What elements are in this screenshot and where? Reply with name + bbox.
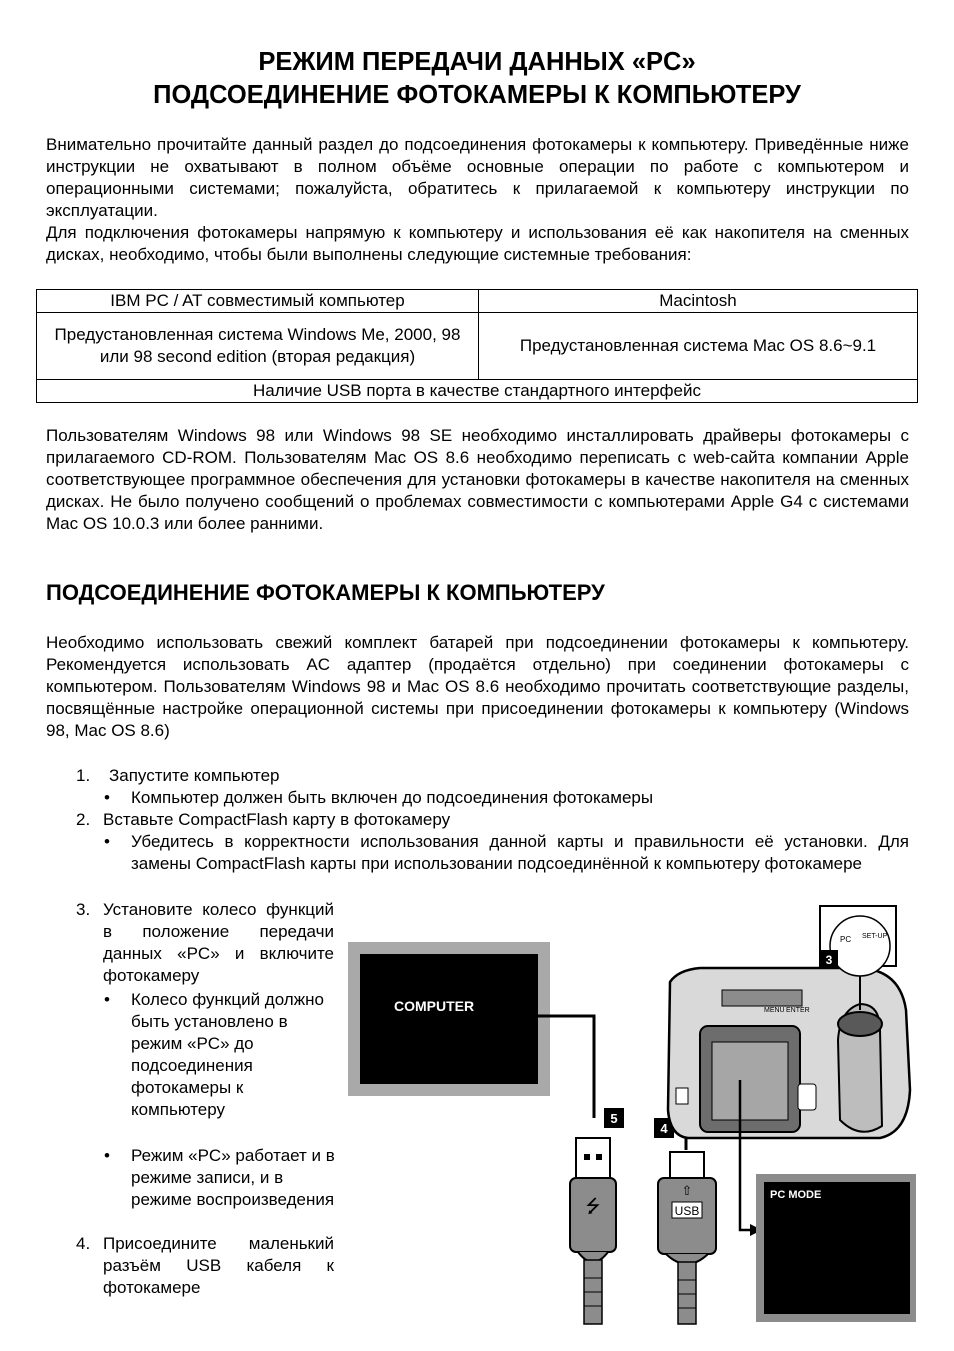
step-3-text: Установите колесо функций в положение передачи данных «PC» и включите фотокамеру: [103, 900, 334, 985]
camera-screen: [712, 1042, 788, 1120]
usb-port-icon: [676, 1088, 688, 1104]
step-1-bullet: Компьютер должен быть включен до подсоединения фотокамеры: [131, 788, 654, 807]
dial-zoom-icon: [830, 916, 890, 976]
step-2-number: 2.: [76, 810, 91, 829]
connection-diagram: [340, 900, 940, 1330]
bullet-icon: •: [104, 788, 110, 807]
dial-pc-label: PC: [840, 935, 852, 944]
computer-label: COMPUTER: [394, 998, 475, 1014]
page-subtitle: ПОДСОЕДИНЕНИЕ ФОТОКАМЕРЫ К КОМПЬЮТЕРУ: [153, 81, 801, 109]
intro-paragraph-1: Внимательно прочитайте данный раздел до подсоединения фотокамеры к компьютеру. Приведённые ниже инструкции не охватывают в полном объёме основные операции по работе с компьютером и операционными системами; пожалуйста, обратитесь к прилагаемой к компьютеру инструкции по эксплуатации.: [46, 135, 909, 220]
camera-illustration: [668, 968, 910, 1138]
table-row: [37, 313, 918, 380]
step-4-text: Присоедините маленький разъём USB кабеля к фотокамере: [103, 1234, 334, 1297]
step-1-number: 1.: [76, 766, 91, 785]
section-paragraph: Необходимо использовать свежий комплект батарей при подсоединении фотокамеры к компьютеру. Рекомендуется использовать AC адаптер (продаётся отдельно) при соединении фотокамеры с компьютером. Пользователям Windows 98 и Mac OS 8.6 необходимо прочитать соответствующие разделы, посвящённые настройке операционной системы при присоединении фотокамеры к компьютеру (Windows 98, Mac OS 8.6): [46, 633, 909, 740]
step-3-bullet-1: Колесо функций должно быть установлено в режим «PC» до подсоединения фотокамеры к компьютеру: [131, 990, 324, 1119]
step-2-text: Вставьте CompactFlash карту в фотокамеру: [103, 810, 451, 829]
nav-button-icon: [798, 1084, 816, 1110]
bullet-icon: •: [104, 1146, 110, 1165]
callout-3-label: 3: [825, 953, 833, 967]
step-3-bullet-2: Режим «PC» работает и в режиме записи, и в режиме воспроизведения: [131, 1146, 335, 1209]
menu-label: MENU: [764, 1007, 785, 1014]
page-title: РЕЖИМ ПЕРЕДАЧИ ДАННЫХ «PC»: [258, 48, 696, 76]
intro-paragraph-2: Для подключения фотокамеры напрямую к компьютеру и использования её как накопителя на сменных дисках, необходимо, чтобы были выполнены следующие системные требования:: [46, 223, 909, 264]
function-dial: [838, 1012, 882, 1036]
callout-4-label: 4: [660, 1121, 668, 1136]
step-1-text: Запустите компьютер: [109, 766, 280, 785]
section-heading: ПОДСОЕДИНЕНИЕ ФОТОКАМЕРЫ К КОМПЬЮТЕРУ: [46, 580, 605, 605]
usb-label: USB: [674, 1204, 700, 1218]
os-mac: Предустановленная система Mac OS 8.6~9.1: [479, 313, 918, 380]
callout-5-label: 5: [610, 1111, 618, 1126]
step-3-number: 3.: [76, 900, 91, 919]
table-row: [37, 290, 918, 313]
bullet-icon: •: [104, 832, 110, 851]
bullet-icon: •: [104, 990, 110, 1009]
step-4-number: 4.: [76, 1234, 91, 1253]
arrow-up-icon: ⇧: [681, 1183, 693, 1198]
enter-label: ENTER: [786, 1007, 810, 1014]
header-pc: IBM PC / AT совместимый компьютер: [37, 290, 479, 313]
dial-setup-label: SET-UP: [862, 933, 888, 940]
pc-mode-screen: [764, 1182, 910, 1314]
requirements-table: [36, 289, 918, 403]
step-2-bullet: Убедитесь в корректности использования данной карты и правильности её установки. Для замены CompactFlash карты при использовании подсоединённой к компьютеру фотокамере: [131, 832, 909, 873]
header-mac: Macintosh: [479, 290, 918, 313]
usb-requirement: Наличие USB порта в качестве стандартного интерфейс: [37, 380, 918, 403]
os-pc: Предустановленная система Windows Me, 2000, 98 или 98 second edition (вторая редакция): [37, 313, 479, 380]
lcd-top-panel: [722, 990, 802, 1006]
mini-usb-connector: [658, 1152, 716, 1324]
table-row: [37, 380, 918, 403]
pc-mode-label: PC MODE: [770, 1189, 822, 1201]
usb-a-connector: [570, 1138, 616, 1324]
usb-symbol-icon: ⭍: [585, 1196, 601, 1216]
computer-illustration: [348, 942, 550, 1096]
users-note: Пользователям Windows 98 или Windows 98 SE необходимо инсталлировать драйверы фотокамеры с прилагаемого CD-ROM. Пользователям Mac OS 8.6 необходимо переписать с web-сайта компании Apple соответствующее программное обеспечения для установки фотокамеры в качестве накопителя на сменных дисках. Не было получено сообщений о проблемах совместимости с компьютерами Apple G4 с системами Mac OS 10.0.3 или более ранними.: [46, 426, 909, 533]
